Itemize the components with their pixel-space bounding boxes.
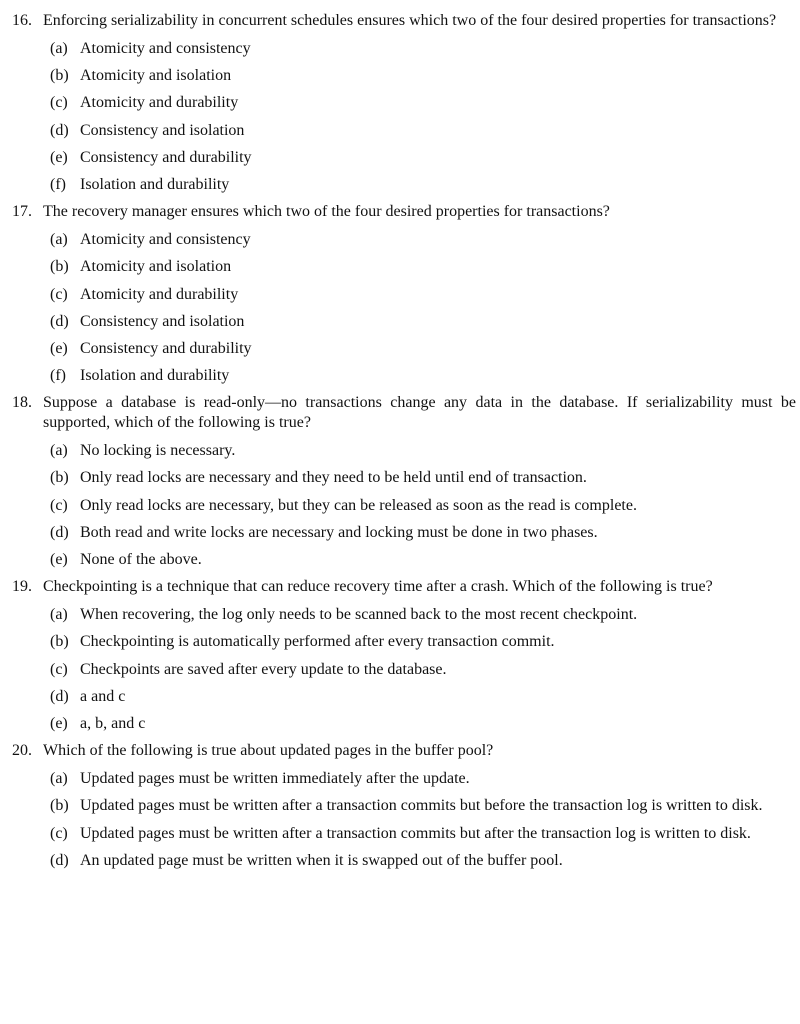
option-label: (d) — [50, 121, 69, 139]
option-item — [50, 121, 796, 141]
option-text: Checkpointing is automatically performed after every transaction commit. — [80, 633, 555, 651]
question-16 — [12, 11, 796, 195]
option-label: (d) — [50, 851, 69, 869]
option-text: Atomicity and isolation — [80, 67, 232, 85]
question-number: 19. — [12, 578, 32, 596]
option-item — [50, 632, 796, 652]
option-label: (d) — [50, 687, 69, 705]
question-18 — [12, 393, 796, 570]
option-item — [50, 285, 796, 305]
option-text: Atomicity and consistency — [80, 231, 251, 249]
question-19 — [12, 577, 796, 734]
option-item — [50, 175, 796, 195]
option-label: (a) — [50, 770, 68, 788]
option-item — [50, 312, 796, 332]
option-item — [50, 496, 796, 516]
option-text: Consistency and durability — [80, 339, 252, 357]
option-list — [50, 769, 796, 871]
option-text: Atomicity and durability — [80, 94, 239, 112]
option-item — [50, 339, 796, 359]
question-number: 18. — [12, 394, 32, 412]
option-item — [50, 366, 796, 386]
option-item — [50, 851, 796, 871]
option-text: Isolation and durability — [80, 175, 230, 193]
option-item — [50, 39, 796, 59]
option-label: (e) — [50, 714, 68, 732]
option-label: (c) — [50, 94, 68, 112]
option-item — [50, 66, 796, 86]
option-text: Updated pages must be written after a transaction commits but after the transaction log is written to disk. — [80, 824, 751, 842]
option-text: None of the above. — [80, 551, 202, 568]
option-text: Only read locks are necessary and they need to be held until end of transaction. — [80, 469, 587, 487]
option-item — [50, 687, 796, 707]
option-text: Isolation and durability — [80, 367, 230, 385]
option-label: (c) — [50, 824, 68, 842]
question-header — [12, 393, 796, 433]
option-text: a, b, and c — [80, 714, 146, 732]
option-item — [50, 824, 796, 844]
option-text: Updated pages must be written immediately after the update. — [80, 770, 470, 788]
option-text: Atomicity and isolation — [80, 258, 232, 276]
option-item — [50, 468, 796, 488]
option-text: When recovering, the log only needs to be scanned back to the most recent checkpoint. — [80, 606, 638, 624]
option-text: Atomicity and consistency — [80, 40, 251, 57]
option-label: (a) — [50, 606, 68, 624]
option-item — [50, 148, 796, 168]
option-label: (c) — [50, 496, 68, 514]
option-text: Consistency and isolation — [80, 121, 245, 139]
question-number: 17. — [12, 203, 32, 221]
option-label: (b) — [50, 633, 69, 651]
question-text: The recovery manager ensures which two of the four desired properties for transactions? — [43, 203, 610, 221]
option-item — [50, 550, 796, 570]
option-label: (c) — [50, 660, 68, 678]
question-20 — [12, 741, 796, 871]
option-item — [50, 769, 796, 789]
option-item — [50, 230, 796, 250]
option-item — [50, 523, 796, 543]
option-list — [50, 230, 796, 386]
option-label: (b) — [50, 67, 69, 85]
question-text: Which of the following is true about updated pages in the buffer pool? — [43, 742, 494, 760]
option-text: Only read locks are necessary, but they can be released as soon as the read is complete. — [80, 496, 637, 514]
option-label: (c) — [50, 285, 68, 303]
option-list — [50, 39, 796, 195]
option-text: Consistency and isolation — [80, 312, 245, 330]
option-text: No locking is necessary. — [80, 442, 236, 460]
option-text: Both read and write locks are necessary and locking must be done in two phases. — [80, 523, 598, 541]
option-text: An updated page must be written when it is swapped out of the buffer pool. — [80, 851, 563, 869]
option-text: Atomicity and durability — [80, 285, 239, 303]
question-text: Checkpointing is a technique that can reduce recovery time after a crash. Which of the following is true? — [43, 578, 713, 596]
option-label: (a) — [50, 231, 68, 249]
option-item — [50, 714, 796, 734]
option-list — [50, 605, 796, 734]
option-label: (f) — [50, 367, 66, 385]
option-label: (a) — [50, 442, 68, 460]
option-item — [50, 605, 796, 625]
option-label: (e) — [50, 148, 68, 166]
option-label: (f) — [50, 175, 66, 193]
option-item — [50, 796, 796, 816]
option-label: (b) — [50, 797, 69, 815]
question-number: 16. — [12, 12, 32, 29]
option-text: a and c — [80, 687, 126, 705]
question-header — [12, 11, 796, 31]
option-label: (b) — [50, 469, 69, 487]
option-label: (e) — [50, 551, 68, 568]
option-item — [50, 441, 796, 461]
option-item — [50, 257, 796, 277]
question-header — [12, 202, 796, 222]
question-text: Suppose a database is read-only—no transactions change any data in the database. If serializability must be supported, which of the following is true? — [43, 394, 796, 432]
option-label: (b) — [50, 258, 69, 276]
option-text: Updated pages must be written after a transaction commits but before the transaction log is written to disk. — [80, 797, 763, 815]
option-text: Consistency and durability — [80, 148, 252, 166]
question-text: Enforcing serializability in concurrent schedules ensures which two of the four desired properties for transactions? — [43, 12, 777, 29]
question-17 — [12, 202, 796, 386]
option-item — [50, 660, 796, 680]
option-label: (d) — [50, 523, 69, 541]
question-header — [12, 741, 796, 761]
option-text: Checkpoints are saved after every update to the database. — [80, 660, 447, 678]
option-label: (a) — [50, 40, 68, 57]
option-list — [50, 441, 796, 570]
option-label: (d) — [50, 312, 69, 330]
option-label: (e) — [50, 339, 68, 357]
question-header — [12, 577, 796, 597]
option-item — [50, 93, 796, 113]
question-number: 20. — [12, 742, 32, 760]
